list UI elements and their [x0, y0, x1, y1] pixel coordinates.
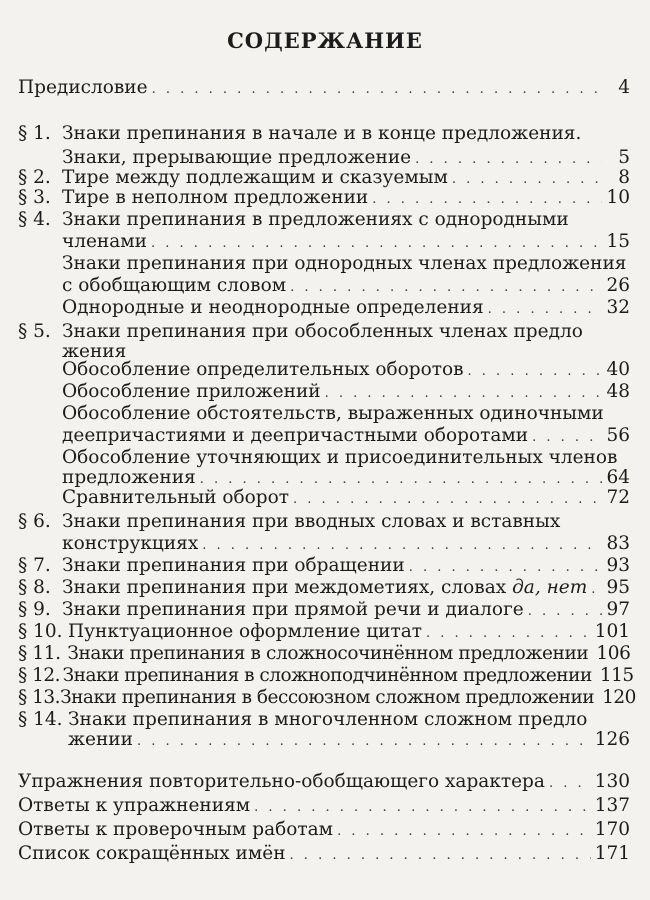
- toc-entry-s9: [18, 598, 630, 622]
- toc-subentry: [62, 358, 630, 382]
- page-number: 83: [606, 533, 630, 554]
- entry-text: Ответы к проверочным работам: [18, 819, 334, 840]
- section-number: § 11.: [18, 643, 61, 664]
- section-number: § 12.: [18, 665, 61, 686]
- entry-text: Список сокращённых имён: [18, 843, 286, 864]
- italic-word: нет: [546, 577, 588, 598]
- entry-text: Знаки препинания при обращении: [62, 555, 405, 576]
- entry-text: Упражнения повторительно-обобщающего характера: [18, 771, 545, 792]
- section-number: § 1.: [18, 123, 51, 144]
- dot-leader: [290, 844, 591, 868]
- entry-text: жении: [68, 729, 133, 750]
- entry-text: Знаки препинания при прямой речи и диалоге: [62, 599, 524, 620]
- section-number: § 9.: [18, 599, 51, 620]
- page-number: 40: [606, 359, 630, 380]
- page-title: СОДЕРЖАНИЕ: [227, 28, 423, 53]
- toc-entry-s6-cont: [62, 532, 630, 556]
- toc-entry-s1: [18, 122, 630, 146]
- entry-text: Тире между подлежащим и сказуемым: [62, 167, 448, 188]
- entry-text: Знаки препинания при вводных словах и вставных: [62, 511, 561, 532]
- entry-text: Предисловие: [18, 77, 148, 98]
- entry-text: Знаки препинания в сложносочинённом предложении: [67, 643, 589, 664]
- toc-subentry: [62, 274, 630, 298]
- page-number: 170: [594, 819, 630, 840]
- entry-text: Знаки препинания при однородных членах предложения: [62, 253, 627, 274]
- page-number: 137: [594, 795, 630, 816]
- toc-entry-s10: [18, 620, 630, 644]
- section-number: § 7.: [18, 555, 51, 576]
- page-number: 97: [606, 599, 630, 620]
- entry-text: Ответы к упражнениям: [18, 795, 251, 816]
- page-number: 130: [594, 771, 630, 792]
- page-number: 15: [606, 231, 630, 252]
- section-number: § 6.: [18, 511, 51, 532]
- toc-entry-abbreviations: [18, 842, 630, 866]
- page-number: 4: [618, 77, 630, 98]
- section-number: § 8.: [18, 577, 51, 598]
- page-number: 5: [618, 147, 630, 168]
- entry-text: предложения: [62, 467, 196, 488]
- toc-subentry: [62, 424, 630, 448]
- entry-text: конструкциях: [62, 533, 199, 554]
- toc-entry-answers: [18, 794, 630, 818]
- entry-text: Знаки препинания в многочленном сложном предло: [68, 709, 588, 730]
- page-number: 120: [602, 687, 636, 708]
- entry-text: Обособление обстоятельств, выраженных одиночными: [62, 403, 604, 424]
- toc-entry-s13: [18, 686, 636, 710]
- entry-text: Однородные и неоднородные определения: [62, 297, 484, 318]
- entry-text: Обособление приложений: [62, 381, 321, 402]
- page-number: 115: [599, 665, 634, 686]
- toc-entry-s8: [18, 576, 630, 600]
- toc-entry-s7: [18, 554, 630, 578]
- page-number: 171: [594, 843, 630, 864]
- entry-text: с обобщающим словом: [62, 275, 287, 296]
- dot-leader: [549, 772, 591, 796]
- entry-text: Обособление уточняющих и присоединительных членов: [62, 447, 618, 468]
- page-number: 56: [606, 425, 630, 446]
- section-number: § 10.: [18, 621, 63, 642]
- section-number: § 5.: [18, 321, 51, 342]
- page-number: 95: [606, 577, 630, 598]
- entry-text: деепричастиями и деепричастными оборотами: [62, 425, 529, 446]
- page-number: 8: [618, 167, 630, 188]
- section-number: § 13.: [18, 687, 61, 708]
- entry-text: Знаки препинания в бессоюзном сложном предложении: [60, 687, 595, 708]
- entry-text: членами: [62, 231, 148, 252]
- entry-text: Знаки препинания в сложноподчинённом предложении: [62, 665, 592, 686]
- page-number: 10: [606, 187, 630, 208]
- entry-text: Пунктуационное оформление цитат: [68, 621, 422, 642]
- entry-text: Сравнительный оборот: [62, 487, 290, 508]
- page-number: 32: [606, 297, 630, 318]
- dot-leader: [254, 796, 591, 820]
- italic-word: да,: [512, 577, 541, 598]
- page-number: 106: [596, 643, 631, 664]
- toc-subentry: [62, 380, 630, 404]
- section-number: § 4.: [18, 209, 51, 230]
- page-number: 64: [606, 467, 630, 488]
- toc-entry-s4: [18, 208, 630, 232]
- toc-entry-s11: [18, 642, 630, 666]
- entry-text: Обособление определительных оборотов: [62, 359, 464, 380]
- page-number: 48: [606, 381, 630, 402]
- toc-entry-preface: [18, 76, 630, 100]
- entry-text: Знаки, прерывающие предложение: [62, 147, 412, 168]
- toc-entry-s14-cont: [68, 728, 630, 752]
- toc-subentry: [62, 402, 630, 426]
- toc-subentry: [62, 252, 630, 276]
- toc-entry-s12: [18, 664, 634, 688]
- dot-leader: [337, 820, 591, 844]
- toc-subentry: [62, 296, 630, 320]
- toc-subentry: [62, 486, 630, 510]
- entry-text: жения: [62, 341, 127, 362]
- entry-text: Знаки препинания при междометиях, словах: [62, 577, 507, 598]
- page-number: 26: [606, 275, 630, 296]
- page-number: 93: [606, 555, 630, 576]
- entry-text: Знаки препинания в начале и в конце предложения.: [62, 123, 582, 144]
- page-number: 101: [594, 621, 630, 642]
- toc-entry-s6: [18, 510, 630, 534]
- toc-entry-s3: [18, 186, 630, 210]
- toc-entry-exercises: [18, 770, 630, 794]
- page-number: 72: [606, 487, 630, 508]
- dot-leader: [137, 730, 591, 754]
- toc-entry-check-answers: [18, 818, 630, 842]
- section-number: § 3.: [18, 187, 51, 208]
- section-number: § 2.: [18, 167, 51, 188]
- section-number: § 14.: [18, 709, 63, 730]
- entry-text: Знаки препинания в предложениях с однородными: [62, 209, 569, 230]
- entry-text: Знаки препинания при обособленных членах предло: [62, 321, 583, 342]
- page-number: 126: [594, 729, 630, 750]
- toc-entry-s4-cont: [62, 230, 630, 254]
- dot-leader: [488, 298, 602, 322]
- entry-text: Тире в неполном предложении: [62, 187, 369, 208]
- dot-leader: [293, 488, 602, 512]
- dot-leader: [152, 78, 602, 102]
